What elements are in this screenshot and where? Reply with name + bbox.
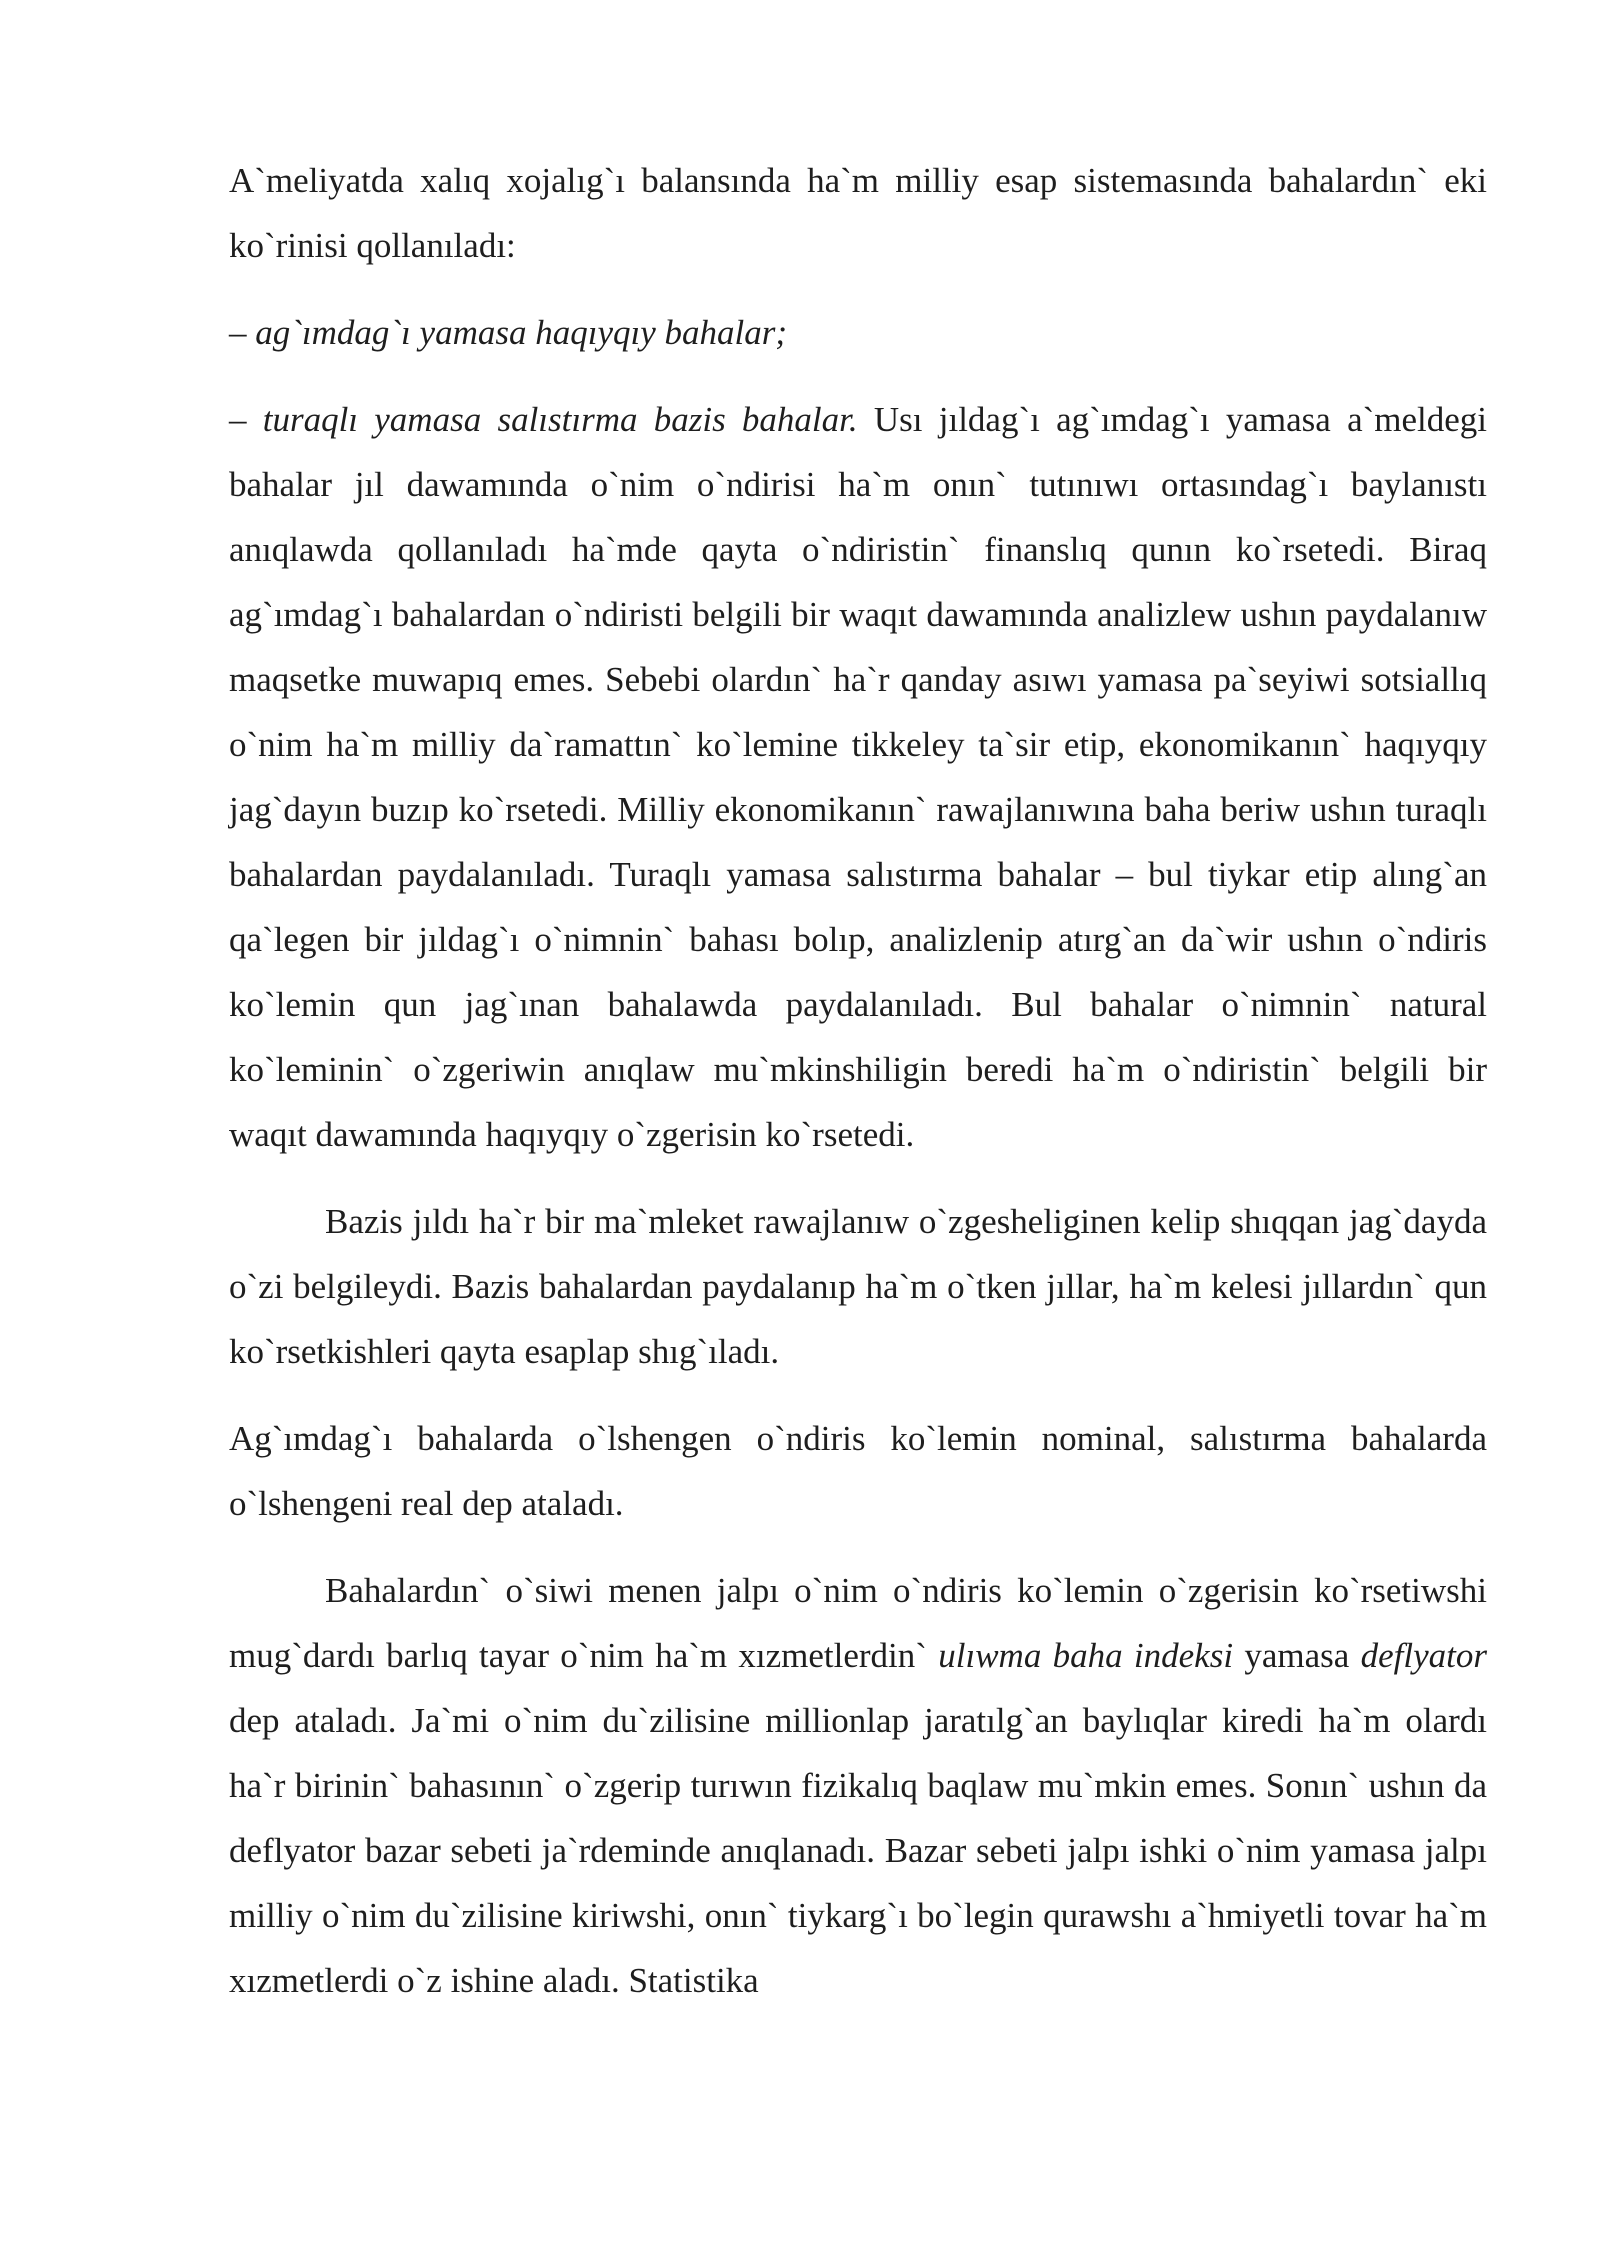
paragraph-deflator-part-c: yamasa <box>1233 1636 1361 1675</box>
list-item-current-prices <box>229 300 1487 365</box>
paragraph-deflator-part-e: dep ataladı. Ja`mi o`nim du`zilisine millionlap jaratılg`an baylıqlar kiredi ha`m olardı ha`r birinin` bahasının` o`zgerip turıwın fizikalıq baqlaw mu`mkin emes. Sonın` ushın da deflyator bazar sebeti ja`rdeminde anıqlanadı. Bazar sebeti jalpı ishki o`nim yamasa jalpı milliy o`nim du`zilisine kiriwshi, onın` tiykarg`ı bo`legin qurawshı a`hmiyetli tovar ha`m xızmetlerdi o`z ishine aladı. Statistika <box>229 1701 1487 2000</box>
paragraph-base-year: Bazis jıldı ha`r bir ma`mleket rawajlanıw o`zgesheliginen kelip shıqqan jag`dayda o`zi belgileydi. Bazis bahalardan paydalanıp ha`m o`tken jıllar, ha`m kelesi jıllardın` qun ko`rsetkishleri qayta esaplap shıg`ıladı. <box>229 1202 1487 1371</box>
paragraph-deflator <box>229 1558 1487 2013</box>
paragraph-constant-prices-body: Usı jıldag`ı ag`ımdag`ı yamasa a`meldegi bahalar jıl dawamında o`nim o`ndirisi ha`m onın` tutınıwı ortasındag`ı baylanıstı anıqlawda qollanıladı ha`mde qayta o`ndiristin` finanslıq qunın ko`rsetedi. Biraq ag`ımdag`ı bahalardan o`ndiristi belgili bir waqıt dawamında analizlew ushın paydalanıw maqsetke muwapıq emes. Sebebi olardın` ha`r qanday asıwı yamasa pa`seyiwi sotsiallıq o`nim ha`m milliy da`ramattın` ko`lemine tikkeley ta`sir etip, ekonomikanın` haqıyqıy jag`dayın buzıp ko`rsetedi. Milliy ekonomikanın` rawajlanıwına baha beriw ushın turaqlı bahalardan paydalanıladı. Turaqlı yamasa salıstırma bahalar – bul tiykar etip alıng`an qa`legen bir jıldag`ı o`nimnin` bahası bolıp, analizlenip atırg`an da`wir ushın o`ndiris ko`lemin qun jag`ınan bahalawda paydalanıladı. Bul bahalar o`nimnin` natural ko`leminin` o`zgeriwin anıqlaw mu`mkinshiligin beredi ha`m o`ndiristin` belgili bir waqıt dawamında haqıyqıy o`zgerisin ko`rsetedi. <box>229 400 1487 1154</box>
term-deflator: deflyator <box>1360 1636 1487 1675</box>
list-item-current-prices-text: – ag`ımdag`ı yamasa haqıyqıy bahalar; <box>229 313 787 352</box>
term-general-price-index: ulıwma baha indeksi <box>938 1636 1234 1675</box>
list-item-constant-prices-text: – turaqlı yamasa salıstırma bazis bahalar. <box>229 400 858 439</box>
document-body <box>229 148 1487 2013</box>
paragraph-nominal-real: Ag`ımdag`ı bahalarda o`lshengen o`ndiris ko`lemin nominal, salıstırma bahalarda o`lshengeni real dep ataladı. <box>229 1419 1487 1523</box>
paragraph-deflator-part-a: Bahalardın` o`siwi menen jalpı o`nim o`ndiris ko`lemin o`zgerisin ko`rsetiwshi mug`dardı barlıq tayar o`nim ha`m xızmetlerdin` <box>229 1571 1487 1675</box>
paragraph-constant-prices <box>229 387 1487 1167</box>
paragraph-intro: A`meliyatda xalıq xojalıg`ı balansında ha`m milliy esap sistemasında bahalardın` eki ko`rinisi qollanıladı: <box>229 161 1487 265</box>
